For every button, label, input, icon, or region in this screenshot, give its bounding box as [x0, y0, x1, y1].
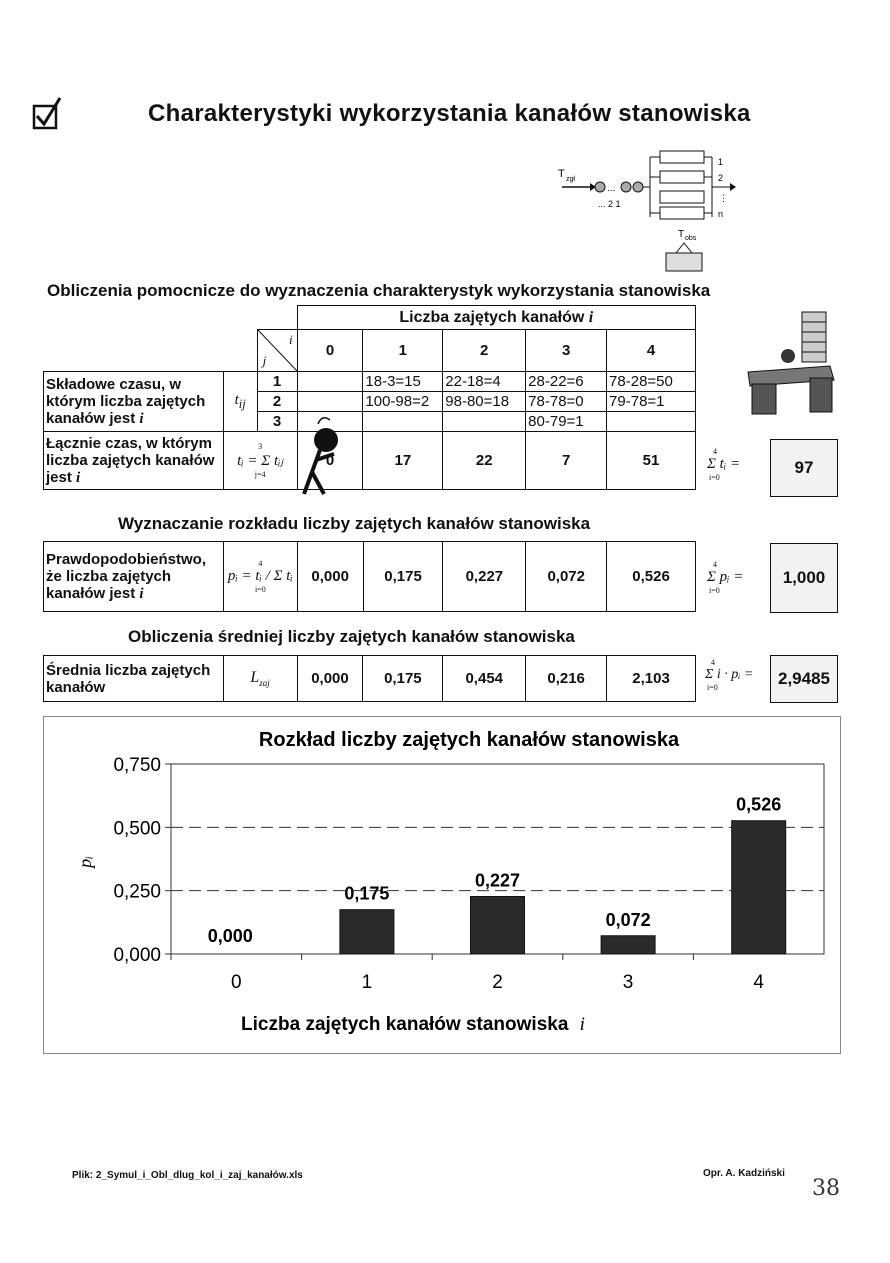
- bar-1: [340, 910, 394, 954]
- y-tick-label: 0,750: [113, 755, 161, 776]
- total-c0: 0: [297, 432, 363, 490]
- footer-author: Opr. A. Kadziński: [703, 1168, 785, 1179]
- data-label-3: 0,072: [605, 909, 651, 930]
- distribution-chart: [43, 716, 839, 1052]
- mean-c2: 0,454: [443, 656, 526, 702]
- lzaj-formula: $L_{zaj}$: [223, 656, 297, 702]
- total-time-label: Łącznie czas, w którym liczba zajętych kanałów jest i: [44, 432, 224, 490]
- data-label-2: 0,227: [474, 870, 521, 891]
- bar-3: [601, 936, 655, 954]
- total-c2: 22: [443, 432, 526, 490]
- pi-sum-value: 1,000: [770, 543, 838, 613]
- thinking-figure-icon: [290, 410, 346, 496]
- mean-c1: 0,175: [363, 656, 443, 702]
- input-stream-label: T: [558, 168, 565, 180]
- channel-label-1: 1: [718, 157, 724, 167]
- col-header-1: 1: [363, 330, 443, 372]
- queue-labels: ... 2 1: [598, 199, 621, 209]
- col-header-3: 3: [526, 330, 607, 372]
- data-label-1: 0,175: [344, 883, 390, 904]
- col-header-2: 2: [443, 330, 526, 372]
- probability-label: Prawdopodobieństwo, że liczba zajętych kanałów jest i: [44, 542, 224, 612]
- ti-formula: 3 tᵢ = Σ tᵢⱼ j=4: [223, 432, 297, 490]
- x-axis-label: Liczba zajętych kanałów stanowiska i: [241, 1014, 585, 1035]
- cell-r3-c4: [607, 412, 696, 432]
- auxiliary-calculations-table: [43, 305, 696, 490]
- j-value-1: 1: [257, 372, 297, 392]
- section-2-heading: Wyznaczanie rozkładu liczby zajętych kanałów stanowiska: [118, 514, 591, 533]
- j-value-2: 2: [257, 392, 297, 412]
- ipi-sum-value: 2,9485: [770, 655, 838, 703]
- col-header-0: 0: [297, 330, 363, 372]
- chart-title: Rozkład liczby zajętych kanałów stanowiska: [258, 729, 680, 751]
- y-tick-label: 0,500: [113, 818, 161, 840]
- queue-system-diagram: [550, 145, 740, 275]
- mean-label: Średnia liczba zajętych kanałów: [44, 656, 224, 702]
- prob-c3: 0,072: [526, 542, 607, 612]
- cell-r1-c4: 78-28=50: [607, 372, 696, 392]
- bar-4: [732, 821, 786, 954]
- corner-cell: i j: [257, 330, 297, 372]
- tij-symbol: $t_{ij}$: [223, 372, 257, 432]
- ti-sum-value: 97: [770, 439, 838, 497]
- page-title: Charakterystyki wykorzystania kanałów stanowiska: [148, 100, 751, 127]
- prob-c0: 0,000: [297, 542, 363, 612]
- cell-r2-c4: 79-78=1: [607, 392, 696, 412]
- total-c3: 7: [526, 432, 607, 490]
- page-number: 38: [812, 1176, 840, 1201]
- data-label-4: 0,526: [736, 794, 782, 815]
- pi-formula: 4 pᵢ = tᵢ / Σ tᵢ i=0: [223, 542, 297, 612]
- prob-c4: 0,526: [607, 542, 696, 612]
- ti-sum-expression: 4 Σ tᵢ = i=0: [707, 447, 741, 482]
- section-3-heading: Obliczenia średniej liczby zajętych kanałów stanowiska: [128, 627, 575, 646]
- channel-label-n: n: [718, 209, 724, 219]
- y-tick-label: 0,000: [113, 945, 161, 966]
- probability-table: [43, 541, 696, 612]
- y-tick-label: 0,250: [113, 881, 161, 903]
- cell-r1-c3: 28-22=6: [526, 372, 607, 392]
- queue-dots: ...: [607, 183, 616, 194]
- service-sub: obs: [685, 235, 697, 242]
- cell-r3-c3: 80-79=1: [526, 412, 607, 432]
- group-header: Liczba zajętych kanałów i: [297, 306, 695, 330]
- mean-c3: 0,216: [526, 656, 607, 702]
- channel-label-dots: ⋮: [719, 193, 728, 203]
- components-label: Składowe czasu, w którym liczba zajętych kanałów jest i: [44, 372, 224, 432]
- mean-c4: 2,103: [607, 656, 696, 702]
- cell-r3-c1: [363, 412, 443, 432]
- service-label: T: [678, 229, 685, 240]
- x-tick-label-2: 2: [492, 972, 503, 993]
- mean-table: [43, 655, 696, 702]
- footer-file: Plik: 2_Symul_i_Obl_dlug_kol_i_zaj_kanałów.xls: [72, 1170, 303, 1181]
- cell-r3-c2: [443, 412, 526, 432]
- cell-r1-c0: [297, 372, 363, 392]
- x-tick-label-0: 0: [231, 972, 242, 993]
- channel-label-2: 2: [718, 173, 724, 183]
- j-value-3: 3: [257, 412, 297, 432]
- cell-r2-c3: 78-78=0: [526, 392, 607, 412]
- checkbox-checked-icon: [32, 96, 62, 130]
- data-label-0: 0,000: [207, 926, 253, 946]
- x-tick-label-3: 3: [622, 972, 634, 993]
- pi-sum-expression: 4 Σ pᵢ = i=0: [707, 560, 744, 595]
- prob-c1: 0,175: [363, 542, 443, 612]
- y-axis-label: pᵢ: [75, 856, 95, 868]
- desk-papers-icon: [740, 308, 840, 420]
- total-c1: 17: [363, 432, 443, 490]
- cell-r1-c1: 18-3=15: [363, 372, 443, 392]
- x-tick-label-4: 4: [753, 972, 764, 993]
- cell-r2-c2: 98-80=18: [443, 392, 526, 412]
- mean-c0: 0,000: [297, 656, 363, 702]
- input-stream-sub: zgł: [566, 176, 575, 183]
- ipi-sum-expression: 4 Σ i · pᵢ = i=0: [705, 658, 754, 692]
- x-tick-label-1: 1: [361, 972, 373, 993]
- prob-c2: 0,227: [443, 542, 526, 612]
- cell-r1-c2: 22-18=4: [443, 372, 526, 392]
- cell-r2-c1: 100-98=2: [363, 392, 443, 412]
- total-c4: 51: [607, 432, 696, 490]
- col-header-4: 4: [607, 330, 696, 372]
- cell-r2-c0: [297, 392, 363, 412]
- bar-2: [471, 896, 525, 954]
- section-1-heading: Obliczenia pomocnicze do wyznaczenia charakterystyk wykorzystania stanowiska: [47, 281, 711, 300]
